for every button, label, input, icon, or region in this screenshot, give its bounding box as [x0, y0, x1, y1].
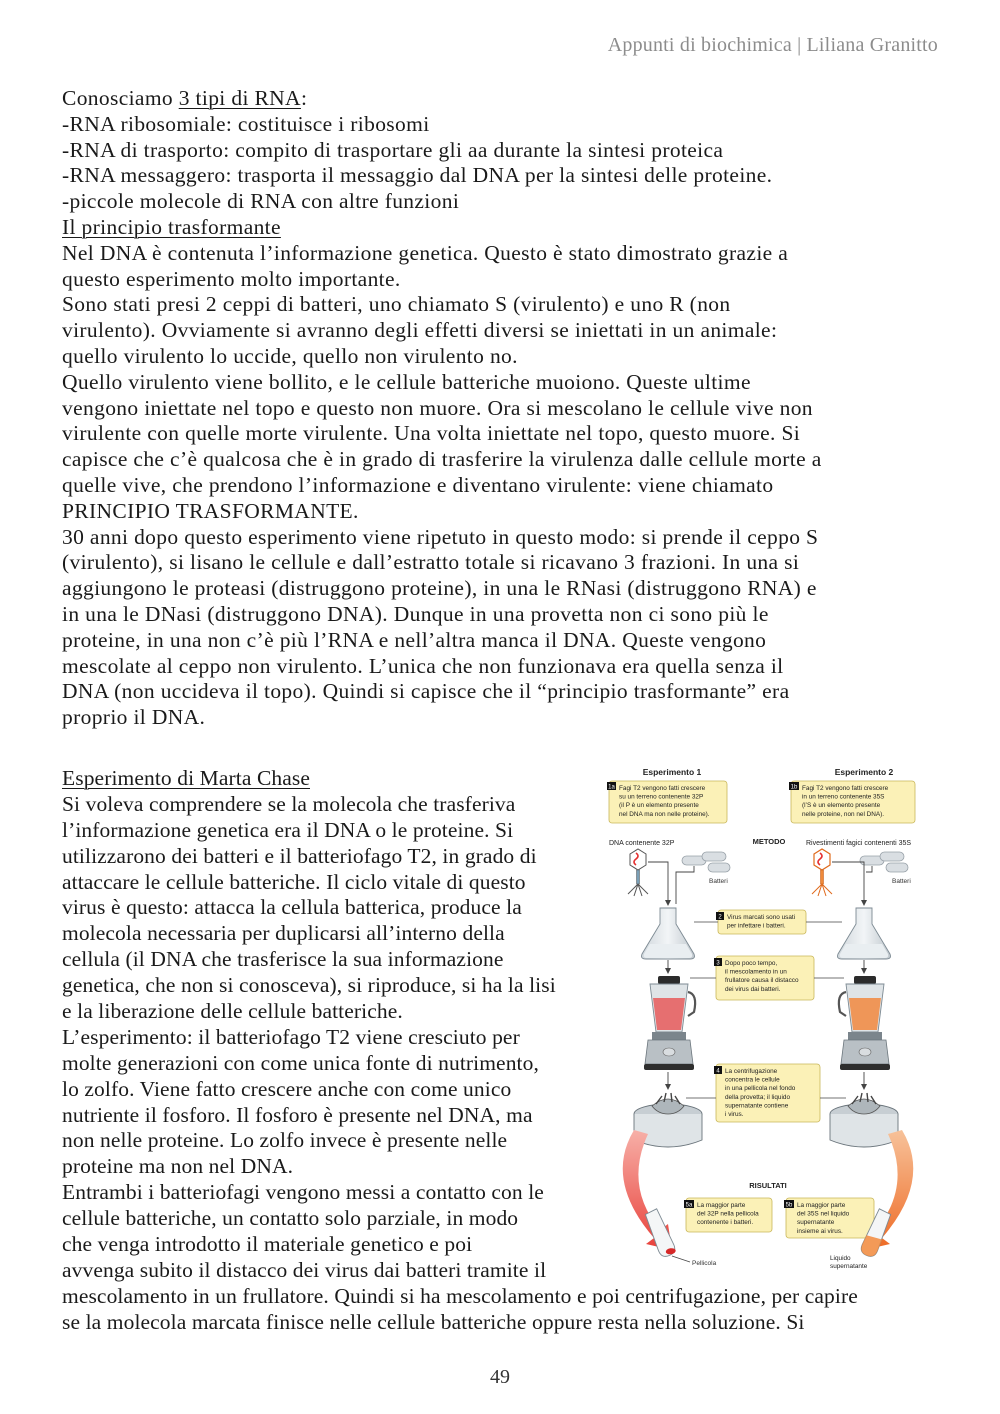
intro-line-1 — [62, 86, 952, 112]
step-1a-number: 1a — [608, 784, 615, 791]
pellicola-pointer — [672, 1256, 690, 1262]
section2-line: avvenga subito il distacco dei virus dai batteri tramite il — [62, 1257, 547, 1282]
section2-line: attaccare le cellule batteriche. Il ciclo vitale di questo — [62, 869, 526, 894]
intro-line-4: -RNA messaggero: trasporta il messaggio dal DNA per la sintesi delle proteine. — [62, 163, 773, 188]
section2-line: lo zolfo. Viene fatto crescere anche con come unico — [62, 1076, 512, 1101]
pellicola-label: Pellicola — [692, 1260, 717, 1267]
section1-paragraph — [62, 241, 952, 731]
test-tube-1-icon — [645, 1207, 676, 1258]
liquido-label — [830, 1255, 868, 1270]
box3-line: dei virus dai batteri. — [725, 985, 781, 993]
box5b-line: insieme ai virus. — [797, 1227, 843, 1235]
section2-line: non nelle proteine. Lo zolfo invece è presente nelle — [62, 1128, 508, 1153]
box1b-line: Fagi T2 vengono fatti crescere — [802, 785, 889, 792]
box3-line: frullatore causa il distacco — [725, 977, 799, 985]
section1-line: (virulento), si lisano le cellule e dall’estratto totale si ricavano 3 frazioni. In una si — [62, 550, 800, 575]
bacteria-2-icon — [860, 852, 908, 872]
intro-line-2: -RNA ribosomiale: costituisce i ribosomi — [62, 111, 430, 136]
box1b-line: (l’S è un elemento presente — [802, 802, 881, 810]
dna-label-text: DNA contenente 32P — [609, 840, 675, 847]
section1-line: virulento). Ovviamente si avranno degli effetti diversi se iniettati in un animale: — [62, 318, 778, 343]
intro-and-section1 — [62, 86, 952, 731]
box4-line: in una pellicola nel fondo — [725, 1085, 796, 1093]
page-header: Appunti di biochimica | Liliana Granitto — [607, 34, 938, 56]
flask-1-icon — [642, 908, 695, 959]
arrowhead-down-1b — [665, 1084, 671, 1090]
box5b-line: supernatante — [797, 1219, 835, 1227]
box2-line: per infettare i batteri. — [727, 922, 786, 930]
section1-line: quelle vive, che prendono l’informazione e diventano virulente: viene chiamato — [62, 472, 774, 497]
box3-line: Dopo poco tempo, — [725, 960, 778, 967]
phage-2-icon — [812, 849, 832, 896]
blender-1-icon — [644, 976, 695, 1070]
blender-2-icon — [839, 976, 890, 1070]
section2-line: che venga introdotto il materiale genetico e poi — [62, 1232, 473, 1257]
batteri-label-2: Batteri — [892, 878, 911, 885]
section2-heading: Esperimento di Marta Chase — [62, 766, 310, 790]
section1-line: vengono iniettate nel topo e questo non muore. Ora si mescolano le cellule vive non — [62, 395, 813, 420]
arrow-to-flask-1 — [648, 862, 694, 904]
experiment-1-title: Esperimento 1 — [642, 767, 702, 777]
section2-line: molte generazioni con come unica fonte di nutrimento, — [62, 1050, 539, 1075]
section2-line: nutriente il fosforo. Il fosforo è presente nel DNA, ma — [62, 1102, 533, 1127]
box1b-line: nelle proteine, non nel DNA). — [802, 810, 885, 818]
section1-line: PRINCIPIO TRASFORMANTE. — [62, 498, 359, 523]
step-4-number: 4 — [716, 1068, 720, 1075]
section2-line: genetica, che non si conosceva), si riproduce, si ha la lisi — [62, 973, 556, 998]
section2-line: proteine ma non nel DNA. — [62, 1154, 294, 1179]
box5b-line: del 35S nel liquido — [797, 1210, 850, 1218]
box1a-line: nel DNA ma non nelle proteine). — [619, 810, 710, 818]
hershey-chase-figure — [606, 766, 940, 1272]
box4-line: concentra le cellule — [725, 1076, 780, 1084]
box1a-line: Fagi T2 vengono fatti crescere — [619, 785, 706, 792]
step-2-number: 2 — [718, 914, 722, 921]
centrifuge-2-icon — [830, 1093, 898, 1147]
section2-line: Si voleva comprendere se la molecola che trasferiva — [62, 791, 516, 816]
intro-line-3: -RNA di trasporto: compito di trasportare gli aa durante la sintesi proteica — [62, 137, 724, 162]
arrowhead-flask-2 — [861, 900, 867, 906]
section2-line: molecola necessaria per duplicarsi all’interno della — [62, 921, 505, 946]
metodo-label: METODO — [752, 837, 786, 846]
experiment-2-title: Esperimento 2 — [834, 767, 894, 777]
arrowhead-down-2a — [861, 968, 867, 974]
intro-text: Conosciamo — [62, 86, 179, 110]
step-5b-number: 5b — [785, 1202, 793, 1209]
dna-label — [609, 840, 675, 847]
section1-line: virulente con quelle morte virulente. Una volta iniettate nel topo, questo muore. Si — [62, 421, 801, 446]
section2-line: l’informazione genetica era il DNA o le proteine. Si — [62, 817, 514, 842]
box4-line: della provetta; il liquido — [725, 1093, 791, 1101]
section2-line: cellule batteriche, un contatto solo parziale, in modo — [62, 1206, 519, 1231]
step-5a-number: 5a — [685, 1202, 693, 1209]
step-1b-number: 1b — [790, 784, 798, 791]
box5a-line: del 32P nella pellicola — [697, 1210, 759, 1218]
batteri-label-1: Batteri — [709, 878, 728, 885]
arrowhead-flask-1 — [665, 900, 671, 906]
arrowhead-down-1a — [665, 968, 671, 974]
page-number: 49 — [490, 1366, 510, 1388]
section2-line: e la liberazione delle cellule batteriche. — [62, 999, 403, 1024]
section1-line: mescolate al ceppo non virulento. L’unica che non funzionava era quella senza il — [62, 653, 784, 678]
box5b-line: La maggior parte — [797, 1202, 846, 1209]
box1b-line: in un terreno contenente 35S — [802, 793, 885, 801]
box3-line: il mescolamento in un — [725, 968, 787, 976]
liquido-line: supernatante — [830, 1263, 868, 1270]
section2-line: L’esperimento: il batteriofago T2 viene cresciuto per — [62, 1024, 520, 1049]
section1-line: proprio il DNA. — [62, 705, 206, 730]
flask-2-icon — [838, 908, 891, 959]
section1-line: proteine, in una non c’è più l’RNA e nell’altra manca il DNA. Queste vengono — [62, 627, 767, 652]
step-1a-text — [619, 785, 710, 818]
box4-line: supernatante contiene — [725, 1102, 789, 1110]
section1-line: Nel DNA è contenuta l’informazione genetica. Questo è stato dimostrato grazie a — [62, 240, 789, 265]
liquido-line: Liquido — [830, 1255, 851, 1262]
section1-line: capisce che c’è qualcosa che è in grado di trasferire la virulenza dalle cellule morte a — [62, 447, 822, 472]
box1a-line: (il P è un elemento presente — [619, 802, 699, 810]
section2-line: virus è questo: attacca la cellula batterica, produce la — [62, 895, 522, 920]
section2-line: mescolamento in un frullatore. Quindi si ha mescolamento e poi centrifugazione, per capire — [62, 1283, 858, 1308]
section1-line: aggiungono le proteasi (distruggono proteine), in una le RNasi (distruggono RNA) e — [62, 576, 817, 601]
box5a-line: contenente i batteri. — [697, 1219, 754, 1227]
section1-line: Quello virulento viene bollito, e le cellule batteriche muoiono. Queste ultime — [62, 369, 751, 394]
arrow-to-flask-2 — [832, 862, 872, 904]
step-3-number: 3 — [716, 960, 720, 967]
rna-types-heading: 3 tipi di RNA — [178, 86, 301, 110]
step-1b-text — [802, 785, 889, 818]
section1-heading: Il principio trasformante — [62, 214, 281, 239]
section1-line: questo esperimento molto importante. — [62, 266, 401, 291]
section1-line: quello virulento lo uccide, quello non virulento no. — [62, 343, 518, 368]
rivestimenti-label: Rivestimenti fagici contenenti 35S — [806, 840, 912, 847]
section1-line: 30 anni dopo questo esperimento viene ripetuto in questo modo: si prende il ceppo S — [62, 524, 819, 549]
box2-line: Virus marcati sono usati — [727, 914, 796, 921]
arrowhead-down-2b — [861, 1084, 867, 1090]
box4-line: La centrifugazione — [725, 1068, 778, 1075]
section2-line: se la molecola marcata finisce nelle cellule batteriche oppure resta nella soluzione. Si — [62, 1309, 805, 1334]
risultati-label: RISULTATI — [749, 1181, 787, 1190]
step-2-text — [727, 914, 795, 930]
box4-line: i virus. — [725, 1111, 744, 1118]
section2-line: cellula (il DNA che trasferisce la sua informazione — [62, 947, 504, 972]
intro-line-5: -piccole molecole di RNA con altre funzioni — [62, 189, 460, 214]
phage-1-icon — [628, 849, 648, 896]
section2-line: utilizzarono dei batteri e il batteriofago T2, in grado di — [62, 843, 537, 868]
section1-line: DNA (non uccideva il topo). Quindi si capisce che il “principio trasformante” era — [62, 679, 790, 704]
section1-line: in una le DNasi (distruggono DNA). Dunque in una provetta non ci sono più le — [62, 601, 769, 626]
section1-line: Sono stati presi 2 ceppi di batteri, uno chiamato S (virulento) e uno R (non — [62, 292, 731, 317]
box1a-line: su un terreno contenente 32P — [619, 793, 704, 801]
section2-line: Entrambi i batteriofagi vengono messi a contatto con le — [62, 1180, 544, 1205]
intro-colon: : — [300, 86, 308, 110]
bacteria-1-icon — [682, 852, 730, 872]
experiment-diagram — [606, 766, 940, 1272]
box5a-line: La maggior parte — [697, 1202, 746, 1209]
